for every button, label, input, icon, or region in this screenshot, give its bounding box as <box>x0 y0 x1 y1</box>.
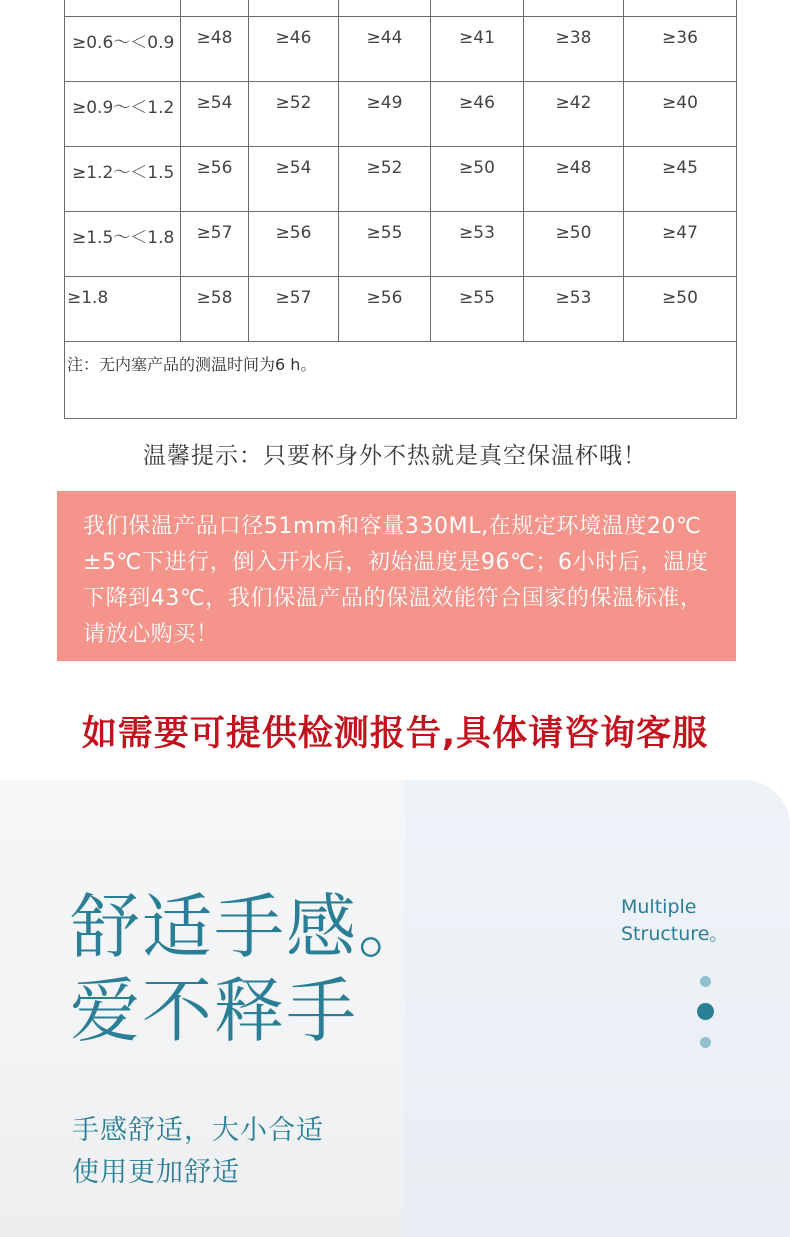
table-cell: ≥42 <box>524 82 624 147</box>
table-cell: ≥49 <box>339 82 431 147</box>
capacity-range-cell: ≥0.6～＜0.9 <box>65 17 181 82</box>
feature-panel-light-area <box>405 780 790 1237</box>
subtitle-line-2: 使用更加舒适 <box>72 1157 240 1188</box>
feature-panel <box>0 780 790 1237</box>
table-row <box>65 277 737 342</box>
table-cell: ≥56 <box>339 277 431 342</box>
capacity-range-cell: ≥1.5～＜1.8 <box>65 212 181 277</box>
capacity-range-cell: ≥0.9～＜1.2 <box>65 82 181 147</box>
insulation-spec-table <box>64 0 737 419</box>
table-cell: ≥54 <box>249 147 339 212</box>
table-cell: ≥53 <box>431 212 524 277</box>
carousel-dot[interactable] <box>700 976 711 987</box>
table-row <box>65 147 737 212</box>
table-cell: ≥40 <box>624 82 737 147</box>
feature-subtitle <box>72 1110 324 1194</box>
table-row <box>65 212 737 277</box>
table-cell: ≥48 <box>181 17 249 82</box>
consult-service-heading: 如需要可提供检测报告,具体请咨询客服 <box>81 714 709 754</box>
table-cell: ≥41 <box>431 17 524 82</box>
table-note: 注：无内塞产品的测温时间为6 h。 <box>65 342 737 419</box>
headline-line-2: 爱不释手 <box>70 970 358 1052</box>
carousel-dot[interactable] <box>700 1037 711 1048</box>
table-cell: ≥52 <box>249 82 339 147</box>
table-cell: ≥56 <box>249 212 339 277</box>
capacity-range-cell: ≥1.8 <box>65 277 181 342</box>
feature-headline <box>70 885 430 1053</box>
table-cell: ≥38 <box>524 17 624 82</box>
table-cell: ≥55 <box>339 212 431 277</box>
table-cell: ≥55 <box>431 277 524 342</box>
table-cell: ≥50 <box>524 212 624 277</box>
carousel-dot-active[interactable] <box>697 1003 714 1020</box>
headline-line-1: 舒适手感。 <box>70 886 430 968</box>
insulation-info-text: 我们保温产品口径51mm和容量330ML,在规定环境温度20℃±5℃下进行，倒入开水后，初始温度是96℃；6小时后，温度下降到43℃，我们保温产品的保温效能符合国家的保温标准，请放心购买！ <box>83 514 709 647</box>
english-caption <box>621 894 728 948</box>
table-cell: ≥46 <box>431 82 524 147</box>
insulation-info-box <box>57 491 736 661</box>
table-cell: ≥50 <box>431 147 524 212</box>
table-row <box>65 0 737 17</box>
table-cell: ≥53 <box>524 277 624 342</box>
english-caption-line-1: Multiple <box>621 896 697 918</box>
table-cell: ≥47 <box>624 212 737 277</box>
table-cell: ≥50 <box>624 277 737 342</box>
warm-tip-text: 温馨提示：只要杯身外不热就是真空保温杯哦！ <box>143 443 647 469</box>
table-row <box>65 82 737 147</box>
table-cell: ≥52 <box>339 147 431 212</box>
table-note-row <box>65 342 737 419</box>
english-caption-line-2: Structure。 <box>621 923 729 945</box>
capacity-range-cell: ≥1.2～＜1.5 <box>65 147 181 212</box>
table-cell: ≥57 <box>249 277 339 342</box>
table-cell: ≥57 <box>181 212 249 277</box>
table-cell: ≥48 <box>524 147 624 212</box>
table-cell: ≥46 <box>249 17 339 82</box>
table-cell: ≥45 <box>624 147 737 212</box>
table-cell: ≥56 <box>181 147 249 212</box>
table-cell: ≥54 <box>181 82 249 147</box>
table-cell: ≥44 <box>339 17 431 82</box>
table-cell: ≥58 <box>181 277 249 342</box>
table-cell: ≥36 <box>624 17 737 82</box>
subtitle-line-1: 手感舒适，大小合适 <box>72 1115 324 1146</box>
table-row <box>65 17 737 82</box>
